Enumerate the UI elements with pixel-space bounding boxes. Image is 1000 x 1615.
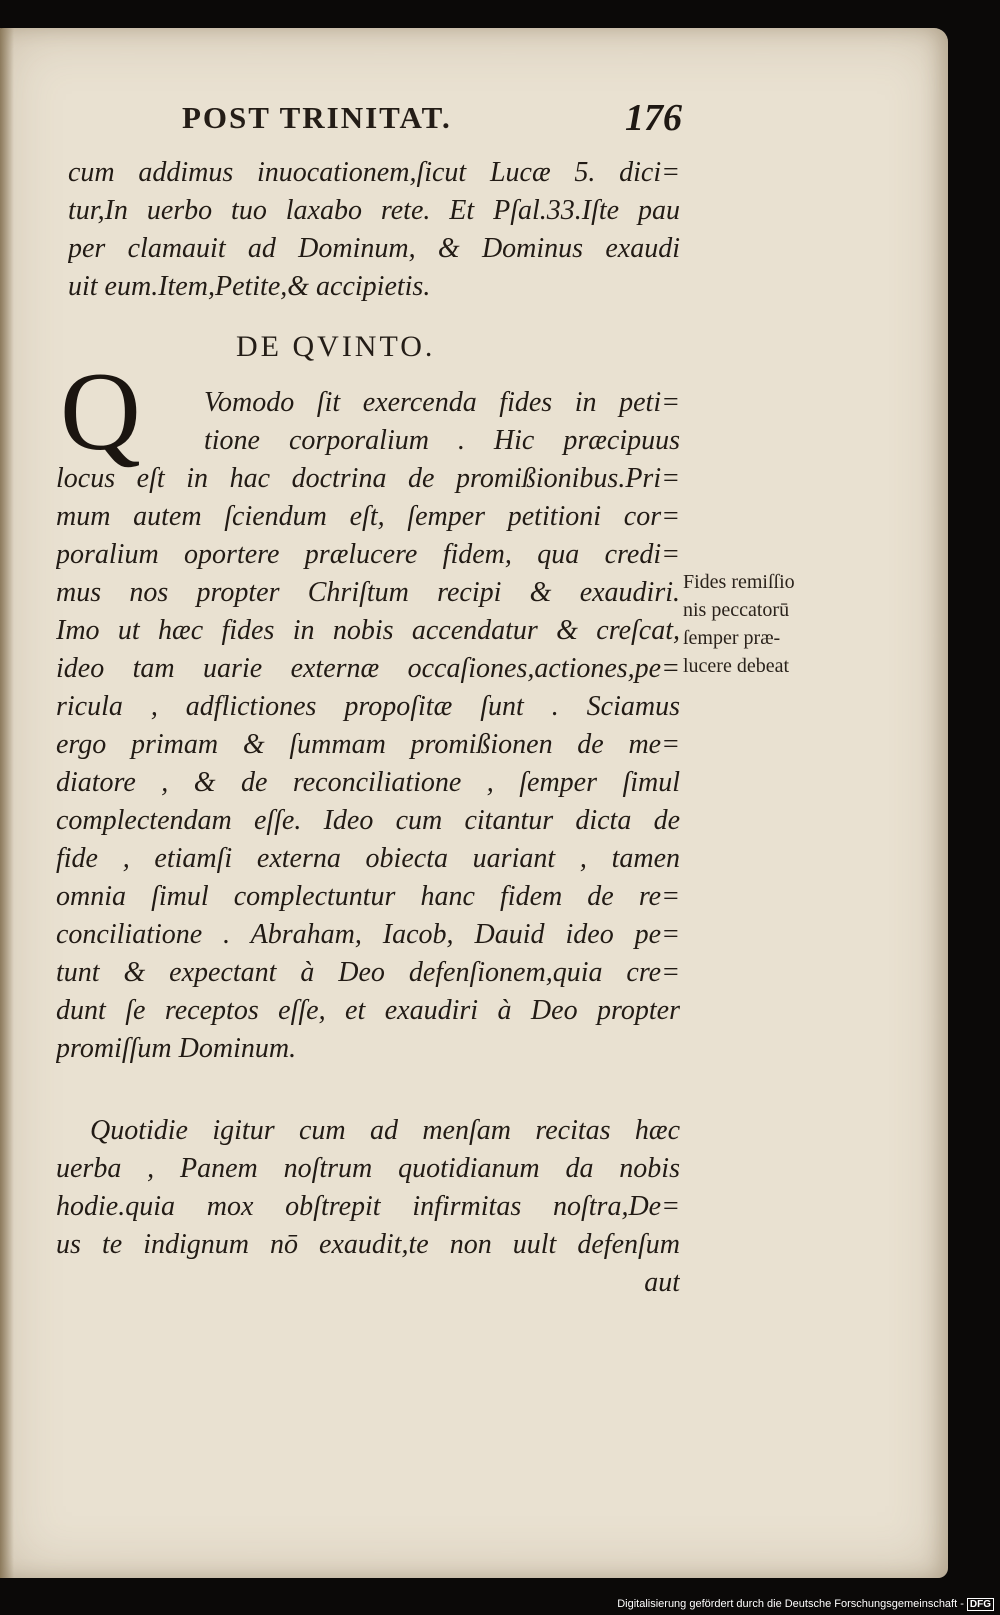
text-line: us te indignum nō exaudit,te non uult defenſum <box>56 1229 680 1260</box>
dfg-logo: DFG <box>967 1598 994 1611</box>
text-line: uit eum.Item,Petite,& accipietis. <box>68 271 431 302</box>
text-line: cum addimus inuocationem,ſicut Lucæ 5. dici= <box>68 157 680 188</box>
text-line: uerba , Panem noſtrum quotidianum da nobis <box>56 1153 680 1184</box>
main-text-block <box>56 384 680 1068</box>
digitization-credit <box>617 1598 994 1611</box>
page-header <box>182 97 682 150</box>
text-line: Vomodo ſit exercenda fides in peti= <box>204 387 680 418</box>
text-line: ergo primam & ſummam promißionen de me= <box>56 729 680 760</box>
running-head: POST TRINITAT. <box>182 100 452 135</box>
marginal-line: nis peccatorū <box>683 599 790 621</box>
text-line: complectendam eſſe. Ideo cum citantur dicta de <box>56 805 680 836</box>
text-line: Quotidie igitur cum ad menſam recitas hæc <box>90 1115 680 1146</box>
marginal-note <box>683 568 843 680</box>
marginal-line: Fides remiſſio <box>683 571 795 593</box>
text-line: omnia ſimul complectuntur hanc fidem de re= <box>56 881 680 912</box>
text-line: promiſſum Dominum. <box>56 1033 297 1064</box>
text-line: ricula , adflictiones propoſitæ ſunt . Sciamus <box>56 691 680 722</box>
text-line: diatore , & de reconciliatione , ſemper ſimul <box>56 767 680 798</box>
credit-text: Digitalisierung gefördert durch die Deutsche Forschungsgemeinschaft - <box>617 1598 964 1610</box>
text-line: mus nos propter Chriſtum recipi & exaudiri. <box>56 577 680 608</box>
text-line: locus eſt in hac doctrina de promißionibus.Pri= <box>56 463 680 494</box>
text-line: dunt ſe receptos eſſe, et exaudiri à Deo propter <box>56 995 680 1026</box>
text-line: tione corporalium . Hic præcipuus <box>204 425 680 456</box>
text-line: hodie.quia mox obſtrepit infirmitas noſtra,De= <box>56 1191 680 1222</box>
text-line: mum autem ſciendum eſt, ſemper petitioni cor= <box>56 501 680 532</box>
closing-text-block <box>56 1112 680 1302</box>
text-line: fide , etiamſi externa obiecta uariant , tamen <box>56 843 680 874</box>
text-line: poralium oportere prælucere fidem, qua credi= <box>56 539 680 570</box>
folio-number: 176 <box>625 97 682 139</box>
text-line: tur,In uerbo tuo laxabo rete. Et Pſal.33.Iſte pau <box>68 195 680 226</box>
marginal-line: lucere debeat <box>683 655 790 677</box>
text-line: Imo ut hæc fides in nobis accendatur & creſcat, <box>56 615 680 646</box>
text-line: ideo tam uarie externæ occaſiones,actiones,pe= <box>56 653 680 684</box>
section-heading: DE QVINTO. <box>236 330 436 363</box>
drop-initial: Q <box>60 350 141 474</box>
catchword: aut <box>644 1267 680 1298</box>
text-line: tunt & expectant à Deo defenſionem,quia cre= <box>56 957 680 988</box>
text-line: per clamauit ad Dominum, & Dominus exaudi <box>68 233 680 264</box>
marginal-line: ſemper præ- <box>683 627 781 649</box>
text-line: conciliatione . Abraham, Iacob, Dauid ideo pe= <box>56 919 680 950</box>
top-text-block <box>68 154 680 306</box>
